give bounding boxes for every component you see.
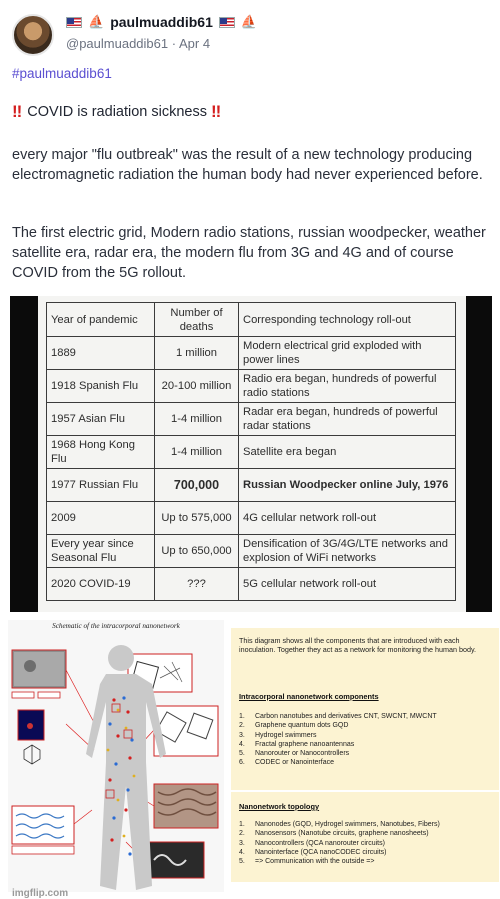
list-item: 1. Nanonodes (GQD, Hydrogel swimmers, Nanotubes, Fibers) (239, 821, 440, 828)
technology-cell: 5G cellular network roll-out (239, 568, 456, 601)
technology-cell: Modern electrical grid exploded with power lines (239, 337, 456, 370)
us-flag-icon (66, 17, 82, 28)
display-name-row (66, 14, 257, 30)
double-exclamation-icon: ‼ (12, 102, 20, 121)
pandemic-technology-table (46, 302, 456, 601)
deaths-cell: 20-100 million (155, 370, 239, 403)
post-date[interactable]: Apr 4 (178, 36, 211, 51)
double-exclamation-icon: ‼ (210, 102, 219, 121)
hashtag-link[interactable]: #paulmuaddib61 (12, 66, 112, 81)
list-item: 3. Hydrogel swimmers (239, 731, 317, 739)
components-list (239, 712, 493, 768)
technology-cell: Satellite era began (239, 436, 456, 469)
table-row (47, 403, 456, 436)
table-row (47, 535, 456, 568)
year-cell: 1889 (47, 337, 155, 370)
schematic-title: Schematic of the intracorporal nanonetwork (52, 622, 180, 630)
list-item: 5. Nanorouter or Nanocontrollers (239, 750, 350, 758)
year-cell: 1957 Asian Flu (47, 403, 155, 436)
avatar[interactable] (12, 14, 54, 56)
technology-cell: 4G cellular network roll-out (239, 502, 456, 535)
components-note (231, 682, 499, 790)
attached-table-image[interactable] (10, 296, 492, 612)
ship-icon: ⛵ (88, 14, 105, 29)
topology-heading: Nanonetwork topology (239, 802, 320, 811)
post-paragraph-1: every major "flu outbreak" was the result of a new technology producing electromagnetic radiation the human body had never experienced before. (12, 147, 483, 183)
list-item: 4. Fractal graphene nanoantennas (239, 740, 355, 748)
topology-list (239, 820, 493, 866)
headline (12, 102, 222, 122)
year-cell: 1977 Russian Flu (47, 469, 155, 502)
year-cell: 2020 COVID-19 (47, 568, 155, 601)
technology-cell: Radio era began, hundreds of powerful radio stations (239, 370, 456, 403)
deaths-cell: Up to 650,000 (155, 535, 239, 568)
list-item: 5. => Communication with the outside => (239, 858, 375, 866)
headline-text: COVID is radiation sickness (27, 104, 207, 120)
post-paragraph-2: The first electric grid, Modern radio stations, russian woodpecker, weather satellite era, radar era, the modern flu from 3G and 4G and of course COVID from the 5G rollout. (12, 225, 486, 281)
table-row (47, 436, 456, 469)
table-header-row (47, 303, 456, 337)
table-header-cell: Number of deaths (155, 303, 239, 337)
year-cell: 1968 Hong Kong Flu (47, 436, 155, 469)
deaths-cell: 1 million (155, 337, 239, 370)
list-item: 2. Nanosensors (Nanotube circuits, graphene nanosheets) (239, 830, 429, 838)
year-cell: Every year since Seasonal Flu (47, 535, 155, 568)
table-row (47, 469, 456, 502)
ship-icon: ⛵ (240, 14, 258, 29)
deaths-cell: 700,000 (155, 469, 239, 502)
intro-note (231, 628, 499, 686)
handle-row (66, 36, 210, 51)
deaths-cell: ??? (155, 568, 239, 601)
list-item: 2. Graphene quantum dots GQD (239, 722, 349, 730)
attached-diagram-image[interactable] (0, 614, 500, 899)
table-header-cell: Year of pandemic (47, 303, 155, 337)
table-header-cell: Corresponding technology roll-out (239, 303, 456, 337)
list-item: 1. Carbon nanotubes and derivatives CNT, SWCNT, MWCNT (239, 713, 437, 720)
technology-cell: Radar era began, hundreds of powerful radar stations (239, 403, 456, 436)
deaths-cell: 1-4 million (155, 436, 239, 469)
deaths-cell: Up to 575,000 (155, 502, 239, 535)
nanonetwork-schematic (8, 620, 224, 899)
intro-text: This diagram shows all the components that are introduced with each inoculation. Together they act as a network for monitoring the human body. (239, 636, 477, 655)
separator: · (171, 36, 177, 51)
us-flag-icon (219, 17, 235, 28)
year-cell: 2009 (47, 502, 155, 535)
user-handle[interactable]: @paulmuaddib61 (66, 36, 169, 51)
components-heading: Intracorporal nanonetwork components (239, 692, 379, 701)
list-item: 4. Nanointerface (QCA nanoCODEC circuits) (239, 848, 387, 856)
list-item: 6. CODEC or Nanointerface (239, 759, 334, 767)
imgflip-watermark: imgflip.com (12, 888, 69, 899)
year-cell: 1918 Spanish Flu (47, 370, 155, 403)
table-row (47, 370, 456, 403)
deaths-cell: 1-4 million (155, 403, 239, 436)
post-header (12, 12, 488, 58)
technology-cell: Russian Woodpecker online July, 1976 (239, 469, 456, 502)
technology-cell: Densification of 3G/4G/LTE networks and explosion of WiFi networks (239, 535, 456, 568)
human-body-figure (66, 640, 176, 892)
display-name[interactable]: paulmuaddib61 (110, 14, 213, 30)
table-row (47, 337, 456, 370)
table-paper (38, 296, 466, 612)
table-row (47, 568, 456, 601)
topology-note (231, 792, 499, 882)
list-item: 3. Nanocontrollers (QCA nanorouter circuits) (239, 839, 385, 847)
table-row (47, 502, 456, 535)
